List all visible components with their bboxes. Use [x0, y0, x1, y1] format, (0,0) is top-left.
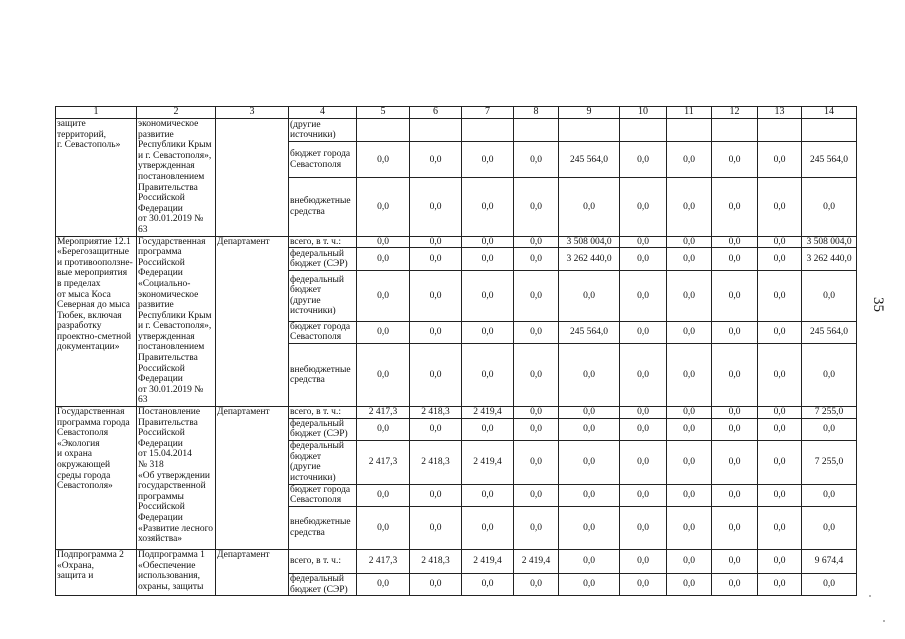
- amount-cell: 0,0: [620, 440, 667, 484]
- amount-cell: 0,0: [758, 236, 802, 248]
- amount-cell: 0,0: [514, 574, 559, 596]
- amount-cell: 2 419,4: [462, 407, 514, 419]
- amount-cell: 0,0: [410, 484, 462, 506]
- header-cell-6: 6: [410, 107, 462, 119]
- amount-cell: 0,0: [357, 248, 410, 271]
- amount-cell: 9 674,4: [802, 550, 857, 574]
- amount-cell: 0,0: [410, 178, 462, 236]
- amount-cell: 0,0: [620, 248, 667, 271]
- amount-cell: 0,0: [462, 271, 514, 321]
- amount-cell: 0,0: [462, 418, 514, 440]
- executor-cell: Департамент: [216, 407, 289, 550]
- amount-cell: 0,0: [559, 574, 620, 596]
- amount-cell: 2 418,3: [410, 440, 462, 484]
- amount-cell: 245 564,0: [802, 321, 857, 344]
- table-row: [56, 407, 857, 419]
- amount-cell: 0,0: [462, 142, 514, 178]
- amount-cell: 0,0: [758, 178, 802, 236]
- program-name-cell: защите территорий, г. Севастополь»: [56, 119, 137, 237]
- table-row: [56, 119, 857, 142]
- amount-cell: 0,0: [514, 248, 559, 271]
- funding-source-cell: всего, в т. ч.:: [289, 550, 357, 574]
- amount-cell: 0,0: [758, 574, 802, 596]
- amount-cell: 0,0: [410, 507, 462, 550]
- amount-cell: [758, 119, 802, 142]
- amount-cell: 0,0: [712, 178, 758, 236]
- amount-cell: 0,0: [758, 507, 802, 550]
- funding-source-cell: бюджет города Севастополя: [289, 142, 357, 178]
- amount-cell: 0,0: [620, 271, 667, 321]
- budget-table: [55, 106, 857, 596]
- header-cell-12: 12: [712, 107, 758, 119]
- funding-source-cell: бюджет города Севастополя: [289, 484, 357, 506]
- basis-document-cell: Подпрограмма 1 «Обеспечение использования, охраны, защиты: [137, 550, 216, 596]
- amount-cell: 2 418,3: [410, 407, 462, 419]
- amount-cell: 0,0: [712, 507, 758, 550]
- amount-cell: 0,0: [357, 507, 410, 550]
- amount-cell: 0,0: [514, 418, 559, 440]
- amount-cell: 0,0: [620, 484, 667, 506]
- amount-cell: 0,0: [758, 484, 802, 506]
- amount-cell: [514, 119, 559, 142]
- amount-cell: 0,0: [667, 321, 712, 344]
- amount-cell: 0,0: [712, 550, 758, 574]
- funding-source-cell: всего, в т. ч.:: [289, 236, 357, 248]
- amount-cell: 0,0: [758, 344, 802, 407]
- amount-cell: 0,0: [620, 574, 667, 596]
- amount-cell: 0,0: [667, 142, 712, 178]
- program-name-cell: Мероприятие 12.1 «Берегозащитные и противооползне- вые мероприятия в пределах от мыса Коса Северная до мыса Тюбек, включая разработку проектно-сметной документации»: [56, 236, 137, 407]
- amount-cell: 0,0: [559, 550, 620, 574]
- amount-cell: 0,0: [462, 507, 514, 550]
- amount-cell: 0,0: [758, 418, 802, 440]
- amount-cell: 2 417,3: [357, 550, 410, 574]
- amount-cell: 0,0: [620, 418, 667, 440]
- amount-cell: 0,0: [620, 178, 667, 236]
- amount-cell: 0,0: [758, 321, 802, 344]
- amount-cell: 0,0: [802, 344, 857, 407]
- amount-cell: 0,0: [462, 248, 514, 271]
- amount-cell: 0,0: [462, 574, 514, 596]
- amount-cell: [559, 119, 620, 142]
- amount-cell: 3 508 004,0: [559, 236, 620, 248]
- amount-cell: 0,0: [712, 407, 758, 419]
- header-cell-7: 7: [462, 107, 514, 119]
- amount-cell: 7 255,0: [802, 440, 857, 484]
- amount-cell: 0,0: [667, 440, 712, 484]
- amount-cell: 0,0: [462, 321, 514, 344]
- amount-cell: 0,0: [559, 178, 620, 236]
- amount-cell: 2 417,3: [357, 440, 410, 484]
- amount-cell: 0,0: [712, 440, 758, 484]
- amount-cell: 0,0: [514, 236, 559, 248]
- amount-cell: 0,0: [620, 407, 667, 419]
- amount-cell: 0,0: [410, 574, 462, 596]
- amount-cell: 0,0: [758, 142, 802, 178]
- amount-cell: 0,0: [462, 236, 514, 248]
- amount-cell: 0,0: [758, 550, 802, 574]
- table-row: [56, 550, 857, 574]
- amount-cell: 0,0: [667, 550, 712, 574]
- header-cell-2: 2: [137, 107, 216, 119]
- amount-cell: [620, 119, 667, 142]
- amount-cell: 0,0: [410, 142, 462, 178]
- amount-cell: [462, 119, 514, 142]
- amount-cell: 0,0: [514, 344, 559, 407]
- amount-cell: 2 418,3: [410, 550, 462, 574]
- amount-cell: 0,0: [667, 484, 712, 506]
- funding-source-cell: федеральный бюджет (СЭР): [289, 574, 357, 596]
- scan-speck: [869, 595, 871, 597]
- amount-cell: 245 564,0: [559, 142, 620, 178]
- amount-cell: [802, 119, 857, 142]
- amount-cell: 0,0: [712, 142, 758, 178]
- amount-cell: 0,0: [620, 550, 667, 574]
- amount-cell: 0,0: [802, 178, 857, 236]
- amount-cell: 0,0: [620, 321, 667, 344]
- amount-cell: 0,0: [559, 418, 620, 440]
- amount-cell: 0,0: [712, 574, 758, 596]
- amount-cell: 0,0: [712, 248, 758, 271]
- funding-source-cell: федеральный бюджет (СЭР): [289, 418, 357, 440]
- amount-cell: 0,0: [758, 248, 802, 271]
- amount-cell: 0,0: [462, 344, 514, 407]
- amount-cell: 0,0: [712, 484, 758, 506]
- amount-cell: 0,0: [559, 440, 620, 484]
- basis-document-cell: Постановление Правительства Российской Федерации от 15.04.2014 № 318 «Об утверждении государственной программы Российской Федерации «Развитие лесного хозяйства»: [137, 407, 216, 550]
- amount-cell: 0,0: [667, 507, 712, 550]
- header-cell-5: 5: [357, 107, 410, 119]
- amount-cell: 0,0: [357, 418, 410, 440]
- header-cell-14: 14: [802, 107, 857, 119]
- amount-cell: 0,0: [514, 440, 559, 484]
- amount-cell: 3 262 440,0: [802, 248, 857, 271]
- amount-cell: 3 262 440,0: [559, 248, 620, 271]
- scan-speck: [883, 620, 885, 622]
- header-cell-11: 11: [667, 107, 712, 119]
- funding-source-cell: внебюджетные средства: [289, 344, 357, 407]
- amount-cell: 245 564,0: [559, 321, 620, 344]
- header-row: [56, 107, 857, 119]
- amount-cell: 0,0: [410, 248, 462, 271]
- amount-cell: 0,0: [357, 484, 410, 506]
- amount-cell: 245 564,0: [802, 142, 857, 178]
- amount-cell: 0,0: [410, 418, 462, 440]
- amount-cell: 0,0: [802, 507, 857, 550]
- amount-cell: 0,0: [357, 344, 410, 407]
- amount-cell: 0,0: [559, 271, 620, 321]
- header-cell-3: 3: [216, 107, 289, 119]
- funding-source-cell: федеральный бюджет (другие источники): [289, 440, 357, 484]
- funding-source-cell: федеральный бюджет (СЭР): [289, 248, 357, 271]
- amount-cell: [712, 119, 758, 142]
- header-cell-1: 1: [56, 107, 137, 119]
- amount-cell: 0,0: [712, 321, 758, 344]
- executor-cell: Департамент: [216, 550, 289, 596]
- amount-cell: 0,0: [357, 178, 410, 236]
- funding-source-cell: федеральный бюджет (другие источники): [289, 271, 357, 321]
- amount-cell: 0,0: [667, 407, 712, 419]
- amount-cell: 0,0: [667, 248, 712, 271]
- amount-cell: 0,0: [667, 271, 712, 321]
- funding-source-cell: всего, в т. ч.:: [289, 407, 357, 419]
- amount-cell: 0,0: [514, 321, 559, 344]
- program-name-cell: Подпрограмма 2 «Охрана, защита и: [56, 550, 137, 596]
- header-cell-10: 10: [620, 107, 667, 119]
- amount-cell: 2 419,4: [514, 550, 559, 574]
- amount-cell: 0,0: [514, 271, 559, 321]
- funding-source-cell: внебюджетные средства: [289, 507, 357, 550]
- executor-cell: Департамент: [216, 236, 289, 407]
- header-cell-13: 13: [758, 107, 802, 119]
- amount-cell: 0,0: [514, 142, 559, 178]
- amount-cell: 0,0: [357, 574, 410, 596]
- amount-cell: 0,0: [410, 344, 462, 407]
- amount-cell: 0,0: [357, 236, 410, 248]
- program-name-cell: Государственная программа города Севастополя «Экология и охрана окружающей среды города Севастополя»: [56, 407, 137, 550]
- table-row: [56, 236, 857, 248]
- amount-cell: 0,0: [514, 178, 559, 236]
- amount-cell: 0,0: [667, 418, 712, 440]
- amount-cell: 0,0: [559, 507, 620, 550]
- amount-cell: 0,0: [758, 407, 802, 419]
- amount-cell: [357, 119, 410, 142]
- amount-cell: 0,0: [462, 484, 514, 506]
- amount-cell: 0,0: [667, 574, 712, 596]
- amount-cell: [667, 119, 712, 142]
- amount-cell: 2 419,4: [462, 550, 514, 574]
- amount-cell: 0,0: [620, 344, 667, 407]
- amount-cell: 0,0: [410, 271, 462, 321]
- amount-cell: 0,0: [758, 271, 802, 321]
- amount-cell: 0,0: [758, 440, 802, 484]
- basis-document-cell: Государственная программа Российской Федерации «Социально- экономическое развитие Республики Крым и г. Севастополя», утвержденная постановлением Правительства Российской Федерации от 30.01.2019 № 63: [137, 236, 216, 407]
- amount-cell: 0,0: [514, 407, 559, 419]
- amount-cell: 0,0: [802, 271, 857, 321]
- amount-cell: 0,0: [620, 142, 667, 178]
- amount-cell: 0,0: [514, 507, 559, 550]
- executor-cell: [216, 119, 289, 237]
- amount-cell: 2 417,3: [357, 407, 410, 419]
- amount-cell: 0,0: [559, 484, 620, 506]
- amount-cell: 0,0: [667, 236, 712, 248]
- amount-cell: 2 419,4: [462, 440, 514, 484]
- amount-cell: 0,0: [410, 321, 462, 344]
- amount-cell: 0,0: [559, 344, 620, 407]
- amount-cell: 0,0: [712, 271, 758, 321]
- header-cell-4: 4: [289, 107, 357, 119]
- amount-cell: 0,0: [620, 236, 667, 248]
- amount-cell: 0,0: [357, 271, 410, 321]
- amount-cell: 0,0: [357, 321, 410, 344]
- amount-cell: 0,0: [712, 418, 758, 440]
- funding-source-cell: внебюджетные средства: [289, 178, 357, 236]
- header-cell-8: 8: [514, 107, 559, 119]
- amount-cell: 0,0: [802, 574, 857, 596]
- page-number: 35: [870, 297, 886, 312]
- amount-cell: 0,0: [802, 484, 857, 506]
- amount-cell: 0,0: [667, 344, 712, 407]
- basis-document-cell: экономическое развитие Республики Крым и г. Севастополя», утвержденная постановлением Правительства Российской Федерации от 30.01.2019 № 63: [137, 119, 216, 237]
- amount-cell: 0,0: [514, 484, 559, 506]
- amount-cell: 0,0: [357, 142, 410, 178]
- amount-cell: 0,0: [620, 507, 667, 550]
- amount-cell: 0,0: [802, 418, 857, 440]
- amount-cell: 0,0: [559, 407, 620, 419]
- funding-source-cell: бюджет города Севастополя: [289, 321, 357, 344]
- amount-cell: 3 508 004,0: [802, 236, 857, 248]
- amount-cell: 0,0: [712, 236, 758, 248]
- amount-cell: 0,0: [667, 178, 712, 236]
- funding-source-cell: (другие источники): [289, 119, 357, 142]
- amount-cell: 7 255,0: [802, 407, 857, 419]
- amount-cell: 0,0: [712, 344, 758, 407]
- amount-cell: 0,0: [410, 236, 462, 248]
- header-cell-9: 9: [559, 107, 620, 119]
- amount-cell: [410, 119, 462, 142]
- amount-cell: 0,0: [462, 178, 514, 236]
